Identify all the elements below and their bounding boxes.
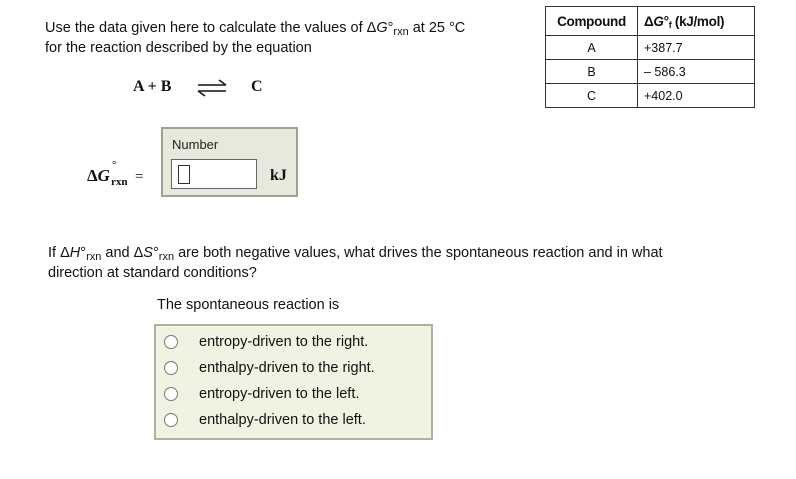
reaction-equation: [133, 78, 263, 96]
question-1-text: [45, 18, 465, 58]
compound-cell: B: [546, 60, 638, 84]
question-2-line-1: If $\Delta H^\circ_{rxn}$ and $\Delta S^\circ_{rxn}$ are both negative values, what drives the spontaneous reaction and in what: [48, 245, 663, 263]
delta-g-input[interactable]: [178, 165, 190, 184]
table-header-row: [546, 7, 755, 36]
value-cell: – 586.3: [638, 60, 755, 84]
table-row: [546, 60, 755, 84]
reaction-product: C: [251, 78, 263, 95]
question-1-line-1: Use the data given here to calculate the values of $\Delta G^\circ_{rxn}$ at 25 °C: [45, 20, 466, 38]
table-row: [546, 36, 755, 60]
radio-button[interactable]: [164, 413, 178, 427]
compound-cell: A: [546, 36, 638, 60]
question-2-text: [48, 243, 663, 283]
delta-g-rxn-label: ΔG ° rxn =: [87, 159, 144, 188]
number-input-frame[interactable]: [171, 159, 257, 189]
option-enthalpy-right[interactable]: enthalpy-driven to the right.: [164, 357, 375, 379]
answer-prompt: The spontaneous reaction is: [157, 297, 340, 313]
thermo-data-table: [545, 6, 755, 108]
option-enthalpy-left[interactable]: enthalpy-driven to the left.: [164, 409, 366, 431]
question-1-line-2: for the reaction described by the equation: [45, 40, 312, 56]
number-label: Number: [172, 137, 219, 152]
option-entropy-right[interactable]: entropy-driven to the right.: [164, 331, 368, 353]
radio-button[interactable]: [164, 335, 178, 349]
reaction-reactants: A + B: [133, 78, 172, 95]
radio-button[interactable]: [164, 361, 178, 375]
equilibrium-arrows-icon: [195, 77, 229, 99]
header-dg: $\Delta G^\circ_f$ (kJ/mol): [638, 7, 755, 36]
number-answer-box: [161, 127, 298, 197]
value-cell: +402.0: [638, 84, 755, 108]
header-compound: Compound: [546, 7, 638, 36]
radio-button[interactable]: [164, 387, 178, 401]
value-cell: +387.7: [638, 36, 755, 60]
question-2-line-2: direction at standard conditions?: [48, 265, 257, 281]
unit-label: kJ: [270, 167, 287, 184]
compound-cell: C: [546, 84, 638, 108]
option-entropy-left[interactable]: entropy-driven to the left.: [164, 383, 359, 405]
table-row: [546, 84, 755, 108]
radio-option-group: [154, 324, 433, 440]
